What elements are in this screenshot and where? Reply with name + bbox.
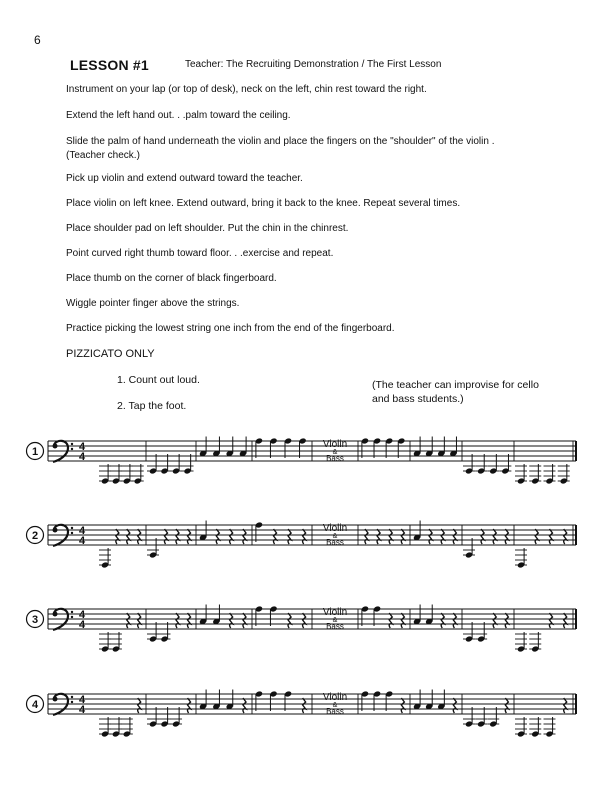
quarter-rest-icon — [453, 529, 456, 544]
quarter-rest-icon — [493, 529, 496, 544]
quarter-rest-icon — [505, 613, 508, 628]
bass-label: Bass — [326, 707, 344, 716]
time-signature-top: 4 — [78, 441, 86, 453]
teacher-note: (The teacher can improvise for cello and bass students.) — [372, 379, 539, 405]
quarter-rest-icon — [176, 613, 179, 628]
time-signature-bottom: 4 — [78, 535, 86, 547]
instruction-2: Extend the left hand out. . .palm toward the ceiling. — [66, 110, 291, 121]
quarter-rest-icon — [564, 698, 567, 713]
bass-clef-dot — [71, 616, 73, 618]
ampersand-label: & — [332, 449, 338, 456]
time-signature-bottom: 4 — [78, 451, 86, 463]
quarter-rest-icon — [188, 613, 191, 628]
bass-clef-icon — [53, 444, 58, 449]
bass-clef-icon — [53, 612, 58, 617]
violin-label: Violin — [322, 523, 348, 534]
quarter-rest-icon — [164, 529, 167, 544]
violin-label: Violin — [322, 607, 348, 618]
quarter-rest-icon — [377, 529, 380, 544]
instruction-1: Instrument on your lap (or top of desk), neck on the left, chin rest toward the right. — [66, 84, 427, 95]
bass-clef-dot — [71, 701, 73, 703]
quarter-rest-icon — [505, 529, 508, 544]
instruction-8: Place thumb on the corner of black fingerboard. — [66, 273, 277, 284]
instruction-4: Pick up violin and extend outward toward the teacher. — [66, 173, 303, 184]
quarter-rest-icon — [549, 529, 552, 544]
quarter-rest-icon — [429, 529, 432, 544]
quarter-rest-icon — [493, 613, 496, 628]
time-signature-bottom: 4 — [78, 704, 86, 716]
quarter-rest-icon — [230, 529, 233, 544]
quarter-rest-icon — [535, 529, 538, 544]
pizzicato-heading: PIZZICATO ONLY — [66, 348, 155, 360]
quarter-rest-icon — [389, 529, 392, 544]
time-signature-top: 4 — [78, 694, 86, 706]
quarter-rest-icon — [243, 529, 246, 544]
quarter-rest-icon — [564, 613, 567, 628]
instruction-10: Practice picking the lowest string one inch from the end of the fingerboard. — [66, 323, 395, 334]
quarter-rest-icon — [188, 698, 191, 713]
quarter-rest-icon — [243, 698, 246, 713]
bass-clef-icon — [53, 697, 58, 702]
quarter-rest-icon — [401, 529, 404, 544]
bass-label: Bass — [326, 538, 344, 547]
exercise-number: 2 — [31, 530, 39, 542]
quarter-rest-icon — [401, 698, 404, 713]
quarter-rest-icon — [441, 529, 444, 544]
quarter-rest-icon — [441, 613, 444, 628]
bass-clef-icon — [53, 528, 58, 533]
quarter-rest-icon — [274, 529, 277, 544]
quarter-rest-icon — [138, 698, 141, 713]
quarter-rest-icon — [138, 529, 141, 544]
quarter-rest-icon — [127, 529, 130, 544]
instruction-7: Point curved right thumb toward floor. . .exercise and repeat. — [66, 248, 334, 259]
quarter-rest-icon — [365, 529, 368, 544]
quarter-rest-icon — [216, 529, 219, 544]
bass-clef-dot — [71, 611, 73, 613]
time-signature-bottom: 4 — [78, 619, 86, 631]
violin-label: Violin — [322, 439, 348, 450]
quarter-rest-icon — [549, 613, 552, 628]
quarter-rest-icon — [401, 613, 404, 628]
time-signature-top: 4 — [78, 609, 86, 621]
bass-clef-dot — [71, 532, 73, 534]
quarter-rest-icon — [116, 529, 119, 544]
lesson-title: LESSON #1 — [70, 57, 149, 73]
bass-label: Bass — [326, 622, 344, 631]
quarter-rest-icon — [288, 529, 291, 544]
time-signature-top: 4 — [78, 525, 86, 537]
bass-clef-dot — [71, 527, 73, 529]
exercise-number: 1 — [31, 446, 39, 458]
quarter-rest-icon — [288, 613, 291, 628]
violin-label: Violin — [322, 692, 348, 703]
ampersand-label: & — [332, 533, 338, 540]
quarter-rest-icon — [303, 529, 306, 544]
exercise-number: 3 — [31, 614, 39, 626]
instruction-3-line2: (Teacher check.) — [66, 150, 140, 161]
quarter-rest-icon — [138, 613, 141, 628]
bass-clef-dot — [71, 443, 73, 445]
instruction-9: Wiggle pointer finger above the strings. — [66, 298, 240, 309]
step-tap-the-foot: 2. Tap the foot. — [117, 400, 187, 412]
quarter-rest-icon — [127, 613, 130, 628]
step-count-out-loud: 1. Count out loud. — [117, 374, 200, 386]
quarter-rest-icon — [389, 613, 392, 628]
quarter-rest-icon — [481, 529, 484, 544]
ampersand-label: & — [332, 617, 338, 624]
quarter-rest-icon — [243, 613, 246, 628]
quarter-rest-icon — [453, 698, 456, 713]
quarter-rest-icon — [176, 529, 179, 544]
ampersand-label: & — [332, 702, 338, 709]
quarter-rest-icon — [303, 698, 306, 713]
quarter-rest-icon — [230, 613, 233, 628]
page-number: 6 — [34, 33, 41, 47]
instruction-3-line1: Slide the palm of hand underneath the violin and place the fingers on the "shoulder" of the violin . — [66, 136, 495, 147]
quarter-rest-icon — [564, 529, 567, 544]
lesson-subtitle: Teacher: The Recruiting Demonstration / The First Lesson — [185, 59, 442, 70]
bass-clef-dot — [71, 696, 73, 698]
quarter-rest-icon — [303, 613, 306, 628]
bass-clef-dot — [71, 448, 73, 450]
instruction-5: Place violin on left knee. Extend outward, bring it back to the knee. Repeat several times. — [66, 198, 461, 209]
quarter-rest-icon — [453, 613, 456, 628]
quarter-rest-icon — [188, 529, 191, 544]
exercise-number: 4 — [31, 699, 39, 711]
bass-label: Bass — [326, 454, 344, 463]
quarter-rest-icon — [505, 698, 508, 713]
instruction-6: Place shoulder pad on left shoulder. Put the chin in the chinrest. — [66, 223, 349, 234]
